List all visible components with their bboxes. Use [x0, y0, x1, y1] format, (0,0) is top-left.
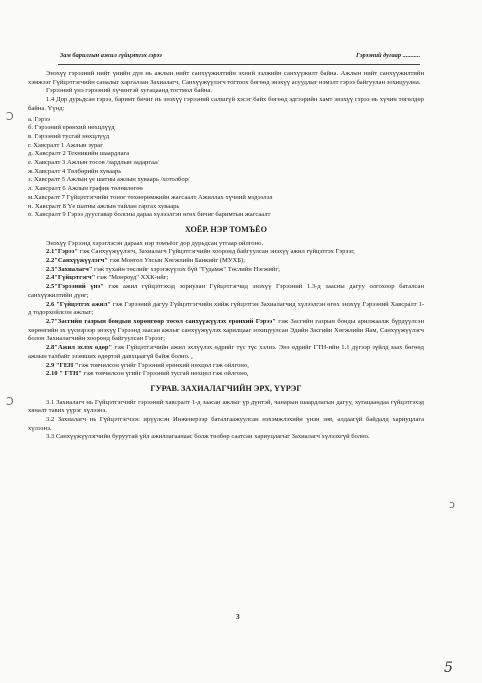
clause-item: 3.1 Захиалагч нь Гүйцэтгэгчийг гэрээний хавсралт 1-д заасан ажлыг үр дүнтэй, чанарын шаардлагын дагуу, хугацаандаа гүйцэтгэхэд хяналт тавих үүрэг хүлээнэ.: [28, 398, 424, 415]
definition-term: 2.1"Гэрээ": [46, 248, 78, 256]
definition-text: гэж Засгийн газрын бонды арилжаалж бүрдүүлсэн хөрөнгийн эх үүсвэрээр энэхүү Гэрээнд заасан ажлыг санхүүжүүлэх харилцааг зохицуулсан Эдийн Засгийн Хөгжлийн Яам, Санхүүжүүлэгч болон Захиалагчийн хооронд байгуулсан Гэрээг;: [28, 317, 424, 343]
clause-item: 3.3 Санхүүжүүлэгчийн буруутай үйл ажиллагаанаас болж төлбөр саатсан хариуцлагыг Захиалагч хүлээхгүй болно.: [46, 433, 370, 441]
list-item: в. Гэрээний тусгай нөхцлүүд: [28, 132, 110, 140]
list-item: а. Гэрээ: [28, 115, 50, 123]
definition-text: гэж ажил гүйцэтгэхэд зориулан Гүйцэтгэгчид энэхүү Гэрээний 1.3-д заасны дагуу олгохоор баталсан санхүүжилтийн дүнг;: [28, 283, 424, 299]
section-intro: Энэхүү Гэрээнд хэрэглэсэн дараах нэр томъёог дор дурьдсан утгаар ойлгоно.: [46, 239, 264, 247]
pen-tick-mark: Ɔ: [6, 395, 14, 408]
definition-text: гэж тухайн төслийг хэрэгжүүлэх бүй "Гудамж" Төслийн Нэгжийг;: [92, 265, 280, 273]
intro-paragraph: Энэхүү гэрээний нийт үнийн дүн нь ажлын нийт санхүүжилтийн эхний ээлжийн санхүүжилт байна. Ажлын нийт санхүүжилтийн хэмжээг Гүйцэтгэгчийн саналыг харгалзан Захиалагч, Санхүүжүүлэгч тогтоох бөгөөд энэхүү асуудлыг нэмэлт гэрээ байгуулан зохицуулна.: [28, 70, 424, 86]
list-item: м.Хавсралт 7 Гүйцэтгэгчийн тоног төхөөрөмжийн жагсаалт Ажиллах хүчний мэдээлэл: [28, 193, 273, 201]
definition-text: гэж Гүйцэтгэгчийн ажил эхлүүлэх өдрийг түс түс хэлнэ. Энэ өдрийг ГТН-ийн 1.1 дүгээр зүйлд заах бөгөөд ажлын талбайг эзэмших өдөртэй давхцаагүй байж болно. ,: [28, 344, 424, 360]
definition-item: [28, 318, 424, 344]
definition-item: [28, 370, 424, 379]
definition-term: 2.6 "Гүйцэтгэх ажил": [46, 300, 111, 308]
definition-text: гэж Санхүүжүүлэгч, Захиалагч Гүйцэтгэгчийн хооронд байгуулсан энэхүү ажил гүйцэтгэх Гэрээг,: [77, 248, 355, 256]
definition-text: гэж "Монроуд" ХХК-ийг;: [95, 274, 169, 282]
list-item: л. Хавсралт 6 Ажлын график төлөвлөгөө: [28, 185, 143, 193]
list-item: б. Гэрээний ерөнхий нөхцлүүд: [28, 124, 115, 132]
header-contract-number: Гэрээний дугаар ...........: [356, 52, 421, 59]
list-item: е. Хавсралт 3 Ажлын тосов /зардлын задаргаа/: [28, 159, 159, 167]
definition-text: гэж Монгол Улсын Хөгжлийн Банкийг (МУХБ);: [107, 257, 246, 265]
intro-paragraph: 1.4 Дор дурьдсан гэрээ, баримт бичиг нь энэхүү гэрээний салшгүй хэсэг байх бөгөөд эдгээрийн хамт энэхүү гэрээ нь хүчин төгөлдөр байна. Үүнд:: [28, 96, 424, 112]
clause-item: 3.2 Захиалагч нь Гүйцэтгэгчээс ирүүлсэн Инженерээр баталгаажуулсан нэхэмжлэхийн үнэн зөв, алдаагүй байдалд хариуцлага хүлээнэ.: [28, 416, 424, 432]
list-item: д. Хавсралт 2 Техникийн шаардлага: [28, 150, 130, 158]
handwritten-page-mark: 5: [444, 660, 453, 676]
definition-item: [28, 274, 424, 283]
list-item: з. Хавсралт 5 Ажлын үе шатны ажлын хуваарь /хотолбор/: [28, 176, 190, 184]
definition-term: 2.4"Гүйцэтгэгч": [46, 274, 96, 282]
list-item: ж.Хавсралт 4 Төлбөрийн хуваарь: [28, 167, 122, 175]
definition-item: [28, 257, 424, 266]
definition-item: [28, 344, 424, 361]
definition-term: 2.7"Засгийн газрын бондын хөрөнгөөр төсөл санхүүжүүлэх ерөнхий Гэрээ": [46, 317, 276, 325]
definition-item: [28, 362, 424, 371]
intro-paragraph: Гэрээний үнэ гэрээний хүчинтэй хугацаанд тогтмол байна.: [46, 87, 213, 95]
section-heading: ХОЁР. НЭР ТОМЪЁО: [185, 224, 267, 234]
definition-term: 2.9 "ГЕН ": [46, 361, 79, 369]
list-item: г. Хавсралт 1 Ажлын зураг: [28, 141, 103, 149]
list-item: н. Хавсралт 8 Үе шатны ажлын тайлан гаргах хуваарь: [28, 202, 180, 210]
document-body: [28, 70, 424, 442]
definition-text: гэж товчилсон үгийг Гэрээний тусгай нөхцөл гэж ойлгоно,: [81, 370, 249, 378]
list-item: о. Хавсралт 9 Гэрээ дуусгавар болсны дараа хүлээлгэн өгөх бичиг баримтын жагсаалт: [28, 211, 271, 219]
definition-item: [28, 266, 424, 275]
definition-item: [28, 283, 424, 300]
definition-text: гэж товчилсон үгийг Гэрээний ерөнхий нөхцөл гэж ойлгоно,: [78, 361, 249, 369]
definition-term: 2.5"Гэрээний үнэ": [46, 283, 104, 291]
section-heading: ГУРАВ. ЗАХИАЛАГЧИЙН ЭРХ, ҮҮРЭГ: [150, 383, 302, 393]
document-list: [28, 116, 424, 220]
pen-tick-mark: ɔ: [449, 498, 456, 511]
definition-text: гэж Гэрээний дагуу Гүйцэтгэгчийн хийж гүйцэтгэн Захиалагчид хүлээлгэн өгөх энэхүү Гэрээний Хавсралт 1-д тодорхойлсон ажлыг;: [28, 300, 425, 317]
definition-term: 2.2"Санхүүжүүлэгч": [46, 257, 108, 265]
definition-term: 2.8"Ажил эхлэх өдөр": [46, 344, 113, 352]
header-divider: [58, 64, 420, 65]
header-contract-title: Зам барилгын ажил гүйцэтгэх гэрээ: [60, 52, 162, 59]
definition-term: 2.10 " ГТН": [46, 370, 82, 378]
page-number: 3: [236, 613, 240, 621]
pen-tick-mark: Ɔ: [6, 110, 14, 123]
definition-item: [28, 301, 424, 318]
definition-item: [28, 248, 424, 257]
definition-term: 2.3"Захиалагч": [46, 265, 93, 273]
